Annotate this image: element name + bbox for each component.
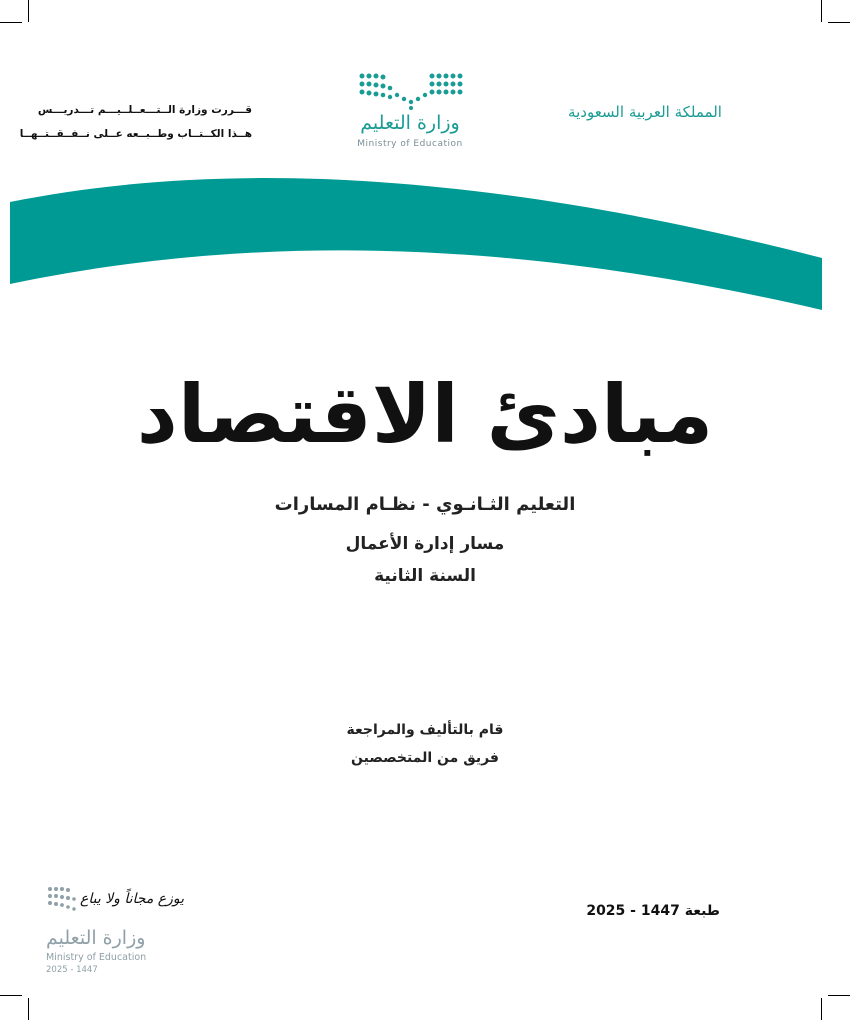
country-name: المملكة العربية السعودية (568, 103, 722, 121)
decree-line-1: قـــررت وزارة الــتـــعــلــيـــم تـــدريـــس (37, 104, 252, 116)
authors-name: فريق من المتخصصين (351, 750, 499, 766)
school-year: السنة الثانية (374, 566, 476, 586)
ministry-dots-logo-icon (340, 68, 480, 112)
ministry-name-en-bottom: Ministry of Education (46, 952, 147, 963)
edition-label: طبعة 1447 - 2025 (586, 903, 720, 919)
book-title: مبادئ الاقتصاد (136, 368, 714, 461)
track-name: مسار إدارة الأعمال (345, 534, 505, 554)
ministry-logo (340, 68, 480, 154)
ministry-name-ar-bottom: وزارة التعليم (46, 927, 146, 949)
free-distribution: يوزع مجاناً ولا يباع (80, 891, 185, 907)
ministry-name-en: Ministry of Education (357, 139, 463, 149)
education-level: التعليم الثـانـوي - نظـام المسارات (274, 494, 576, 515)
ministry-dots-logo-icon (46, 885, 82, 917)
decree-line-2: هــذا الكــتــاب وطــبــعه عــلى نــفــقــتــهــا (19, 128, 252, 140)
ministry-logo-bottom (44, 883, 204, 983)
ministry-years: 2025 - 1447 (46, 965, 98, 975)
ministry-name-ar: وزارة التعليم (360, 112, 460, 134)
authors-label: قام بالتأليف والمراجعة (346, 722, 504, 738)
decree-text (19, 98, 252, 146)
